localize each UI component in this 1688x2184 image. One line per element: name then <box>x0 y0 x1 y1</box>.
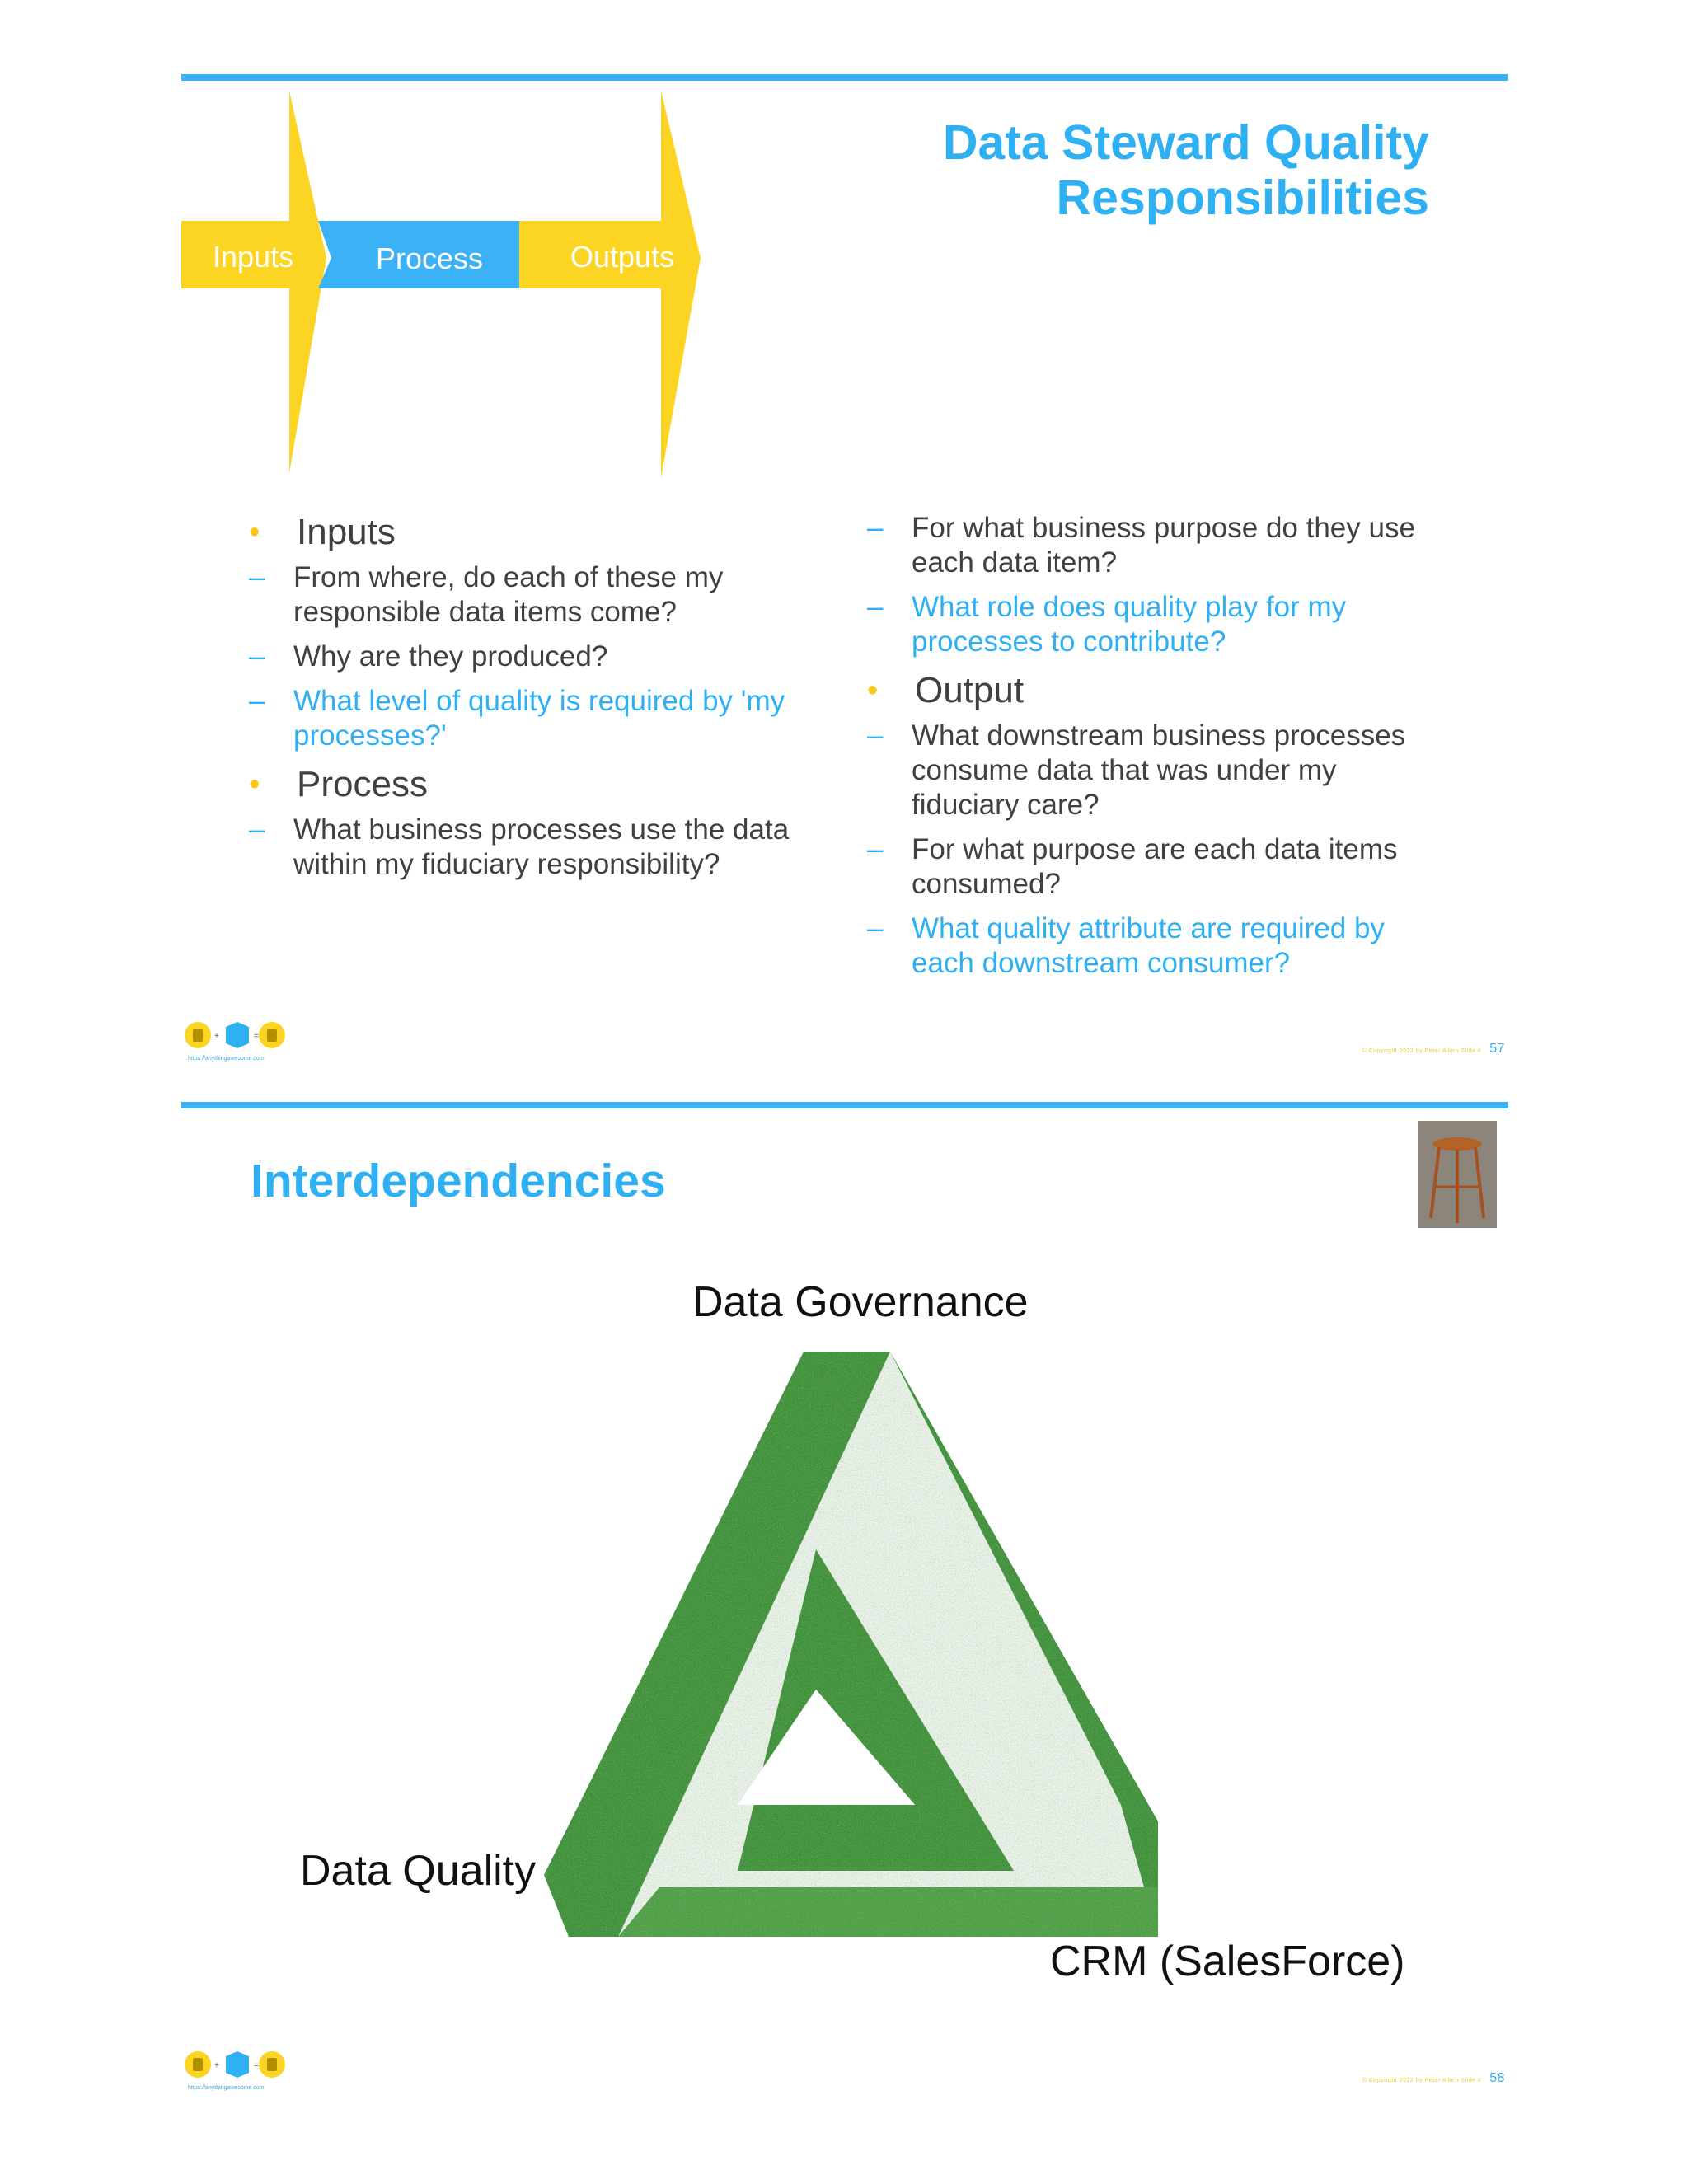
slide-58 <box>0 1088 1688 2184</box>
anything-awesome-logo-icon <box>183 1012 290 1058</box>
flow-label-inputs: Inputs <box>213 240 294 274</box>
slide-title: Data Steward Quality Responsibilities <box>942 115 1429 225</box>
impossible-triangle-graphic <box>544 1343 1170 1937</box>
slide-footer <box>1362 2071 1505 2086</box>
inputs-item: – Why are they produced? <box>249 640 818 674</box>
copyright-text: © Copyright 2022 by Peter Aiken Slide # <box>1362 2078 1482 2083</box>
svg-text:+: + <box>214 1032 219 1041</box>
left-column <box>249 511 818 892</box>
right-column <box>867 511 1436 991</box>
output-item: – What quality attribute are required by each downstream consumer? <box>867 912 1436 981</box>
stool-photo <box>1418 1121 1497 1228</box>
inputs-item: – What level of quality is required by 'my processes?' <box>249 684 818 753</box>
flow-arrows-graphic <box>181 91 709 478</box>
slide-footer <box>1362 1042 1505 1057</box>
three-legged-stool-image <box>1418 1121 1497 1228</box>
svg-text:=: = <box>254 2061 259 2070</box>
copyright-text: © Copyright 2022 by Peter Aiken Slide # <box>1362 1048 1482 1054</box>
top-rule <box>181 1102 1508 1108</box>
slide-number: 57 <box>1489 1042 1505 1056</box>
svg-text:=: = <box>254 1032 259 1041</box>
label-data-governance: Data Governance <box>692 1278 1029 1326</box>
label-data-quality: Data Quality <box>300 1847 537 1895</box>
process-item: – For what business purpose do they use each data item? <box>867 511 1436 580</box>
input-process-output-diagram <box>181 91 709 478</box>
logo-url: https://anythingawesome.com <box>188 2085 265 2091</box>
bullet-inputs: • Inputs <box>249 511 818 554</box>
svg-text:+: + <box>214 2061 219 2070</box>
inputs-item: – From where, do each of these my responsible data items come? <box>249 560 818 630</box>
output-item: – What downstream business processes consume data that was under my fiduciary care? <box>867 719 1436 823</box>
logo-url: https://anythingawesome.com <box>188 1056 265 1062</box>
process-item: – What role does quality play for my processes to contribute? <box>867 590 1436 659</box>
bullet-process: • Process <box>249 763 818 806</box>
process-item: – What business processes use the data within my fiduciary responsibility? <box>249 813 818 882</box>
output-item: – For what purpose are each data items consumed? <box>867 832 1436 902</box>
flow-label-outputs: Outputs <box>570 240 675 274</box>
bullet-output: • Output <box>867 669 1436 712</box>
flow-label-process: Process <box>376 241 484 275</box>
slide-57 <box>0 0 1688 1088</box>
slide-number: 58 <box>1489 2071 1505 2085</box>
anything-awesome-logo-icon <box>183 2041 290 2088</box>
slide-title: Interdependencies <box>251 1155 666 1207</box>
label-crm-salesforce: CRM (SalesForce) <box>1050 1938 1405 1985</box>
top-rule <box>181 74 1508 81</box>
